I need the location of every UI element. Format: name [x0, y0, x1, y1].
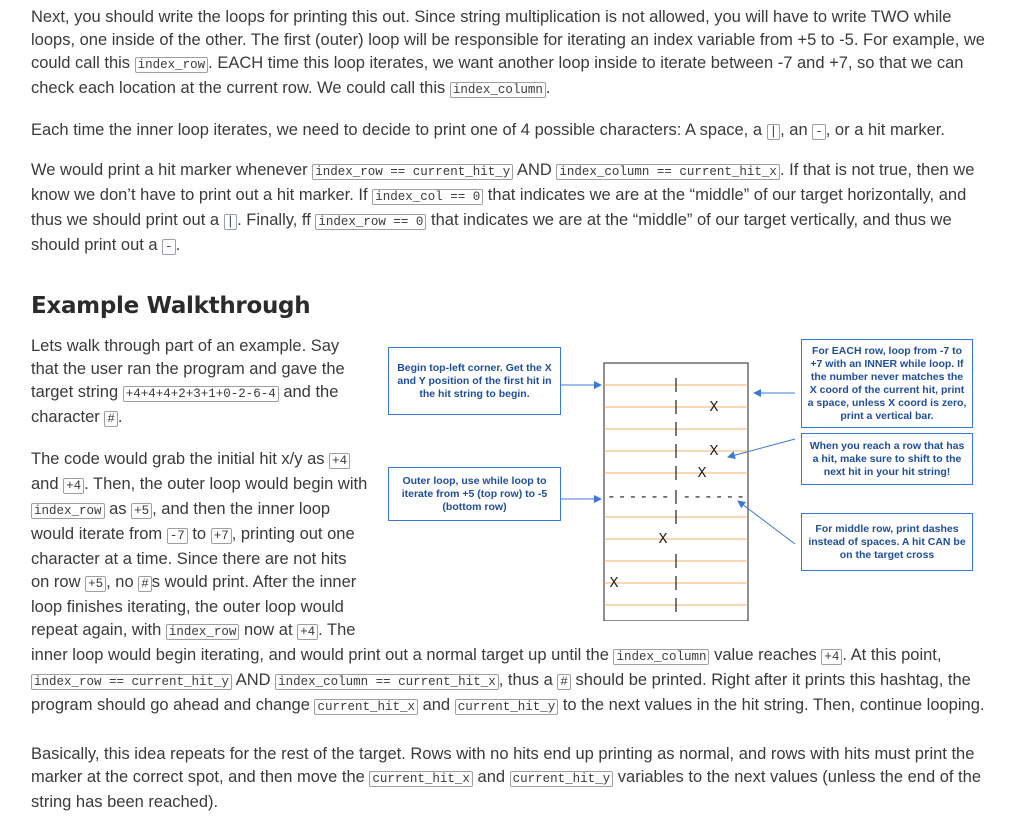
code-hash: # — [104, 411, 118, 427]
bar-mark: | — [671, 399, 681, 416]
hit-mark: X — [609, 575, 619, 592]
paragraph-loops: Next, you should write the loops for printing this out. Since string multiplication is not allowed, you will have to write TWO while loops, one inside of the other. The first (outer) loop will be responsible for iterating an index variable from +5 to -5. For example, we could call this index_row . EACH time this loop iterates, we want another loop inside to iterate between -7 and +7, so that we can check each location at the current row. We could call this index_column . — [31, 8, 985, 97]
code-index-column: index_column — [450, 82, 546, 98]
code-val: +4 — [63, 478, 84, 494]
bar-mark: | — [671, 509, 681, 526]
document — [31, 6, 993, 814]
code-row-zero: index_row == 0 — [315, 214, 426, 230]
hit-mark: X — [658, 531, 668, 548]
code-val: index_row — [31, 503, 105, 519]
code-val: # — [138, 576, 152, 592]
callout-outer: Outer loop, use while loop to iterate from +5 (top row) to -5 (bottom row) — [388, 467, 561, 521]
paragraph-summary: Basically, this idea repeats for the rest of the target. Rows with no hits end up printing as normal, and rows with hits must print the marker at the correct spot, and then move the current_hit_x and current_hit_y variables to the next values (unless the end of the string has been reached). — [31, 745, 981, 811]
code-row-eq: index_row == current_hit_y — [312, 164, 513, 180]
callout-middle: For middle row, print dashes instead of spaces. A hit CAN be on the target cross — [801, 513, 973, 571]
code-val: +7 — [211, 528, 232, 544]
callout-begin: Begin top-left corner. Get the X and Y position of the first hit in the hit string to begin. — [388, 347, 561, 415]
hit-mark: X — [709, 399, 719, 416]
bar-mark: | — [671, 575, 681, 592]
code-bar: | — [767, 124, 781, 140]
code-val: +5 — [131, 503, 152, 519]
code-dash-2: - — [162, 239, 176, 255]
code-dash: - — [812, 124, 826, 140]
hit-mark: X — [697, 465, 707, 482]
bar-mark: | — [671, 377, 681, 394]
code-target-string: +4+4+4+2+3+1+0-2-6-4 — [123, 386, 279, 402]
callout-each-row: For EACH row, loop from -7 to +7 with an INNER while loop. If the number never matches the X coord of the current hit, print a space, unless X coord is zero, print a vertical bar. — [801, 339, 973, 428]
paragraph-hit-marker: We would print a hit marker whenever index_row == current_hit_y AND index_column == current_hit_x . If that is not true, then we know we don’t have to print out a hit marker. If index_col == 0 that indicates we are at the “middle” of our target horizontally, and thus we should print out a | . Finally, ff index_row == 0 that indicates we are at the “middle” of our target vertically, and thus we should print out a - . — [31, 161, 975, 254]
code-val: index_column — [613, 649, 709, 665]
code-val: +4 — [821, 649, 842, 665]
callout-hit-row: When you reach a row that has a hit, make sure to shift to the next hit in your hit string! — [801, 433, 973, 485]
dash-row: ------|------ — [607, 490, 745, 506]
code-val: index_row == current_hit_y — [31, 674, 232, 690]
paragraph-characters: Each time the inner loop iterates, we need to decide to print one of 4 possible characters: A space, a | , an - , or a hit marker. — [31, 121, 945, 139]
bar-mark: | — [671, 465, 681, 482]
bar-mark: | — [671, 553, 681, 570]
code-current-hit-y: current_hit_y — [510, 771, 614, 787]
code-index-row: index_row — [135, 57, 209, 73]
section-heading: Example Walkthrough — [31, 293, 311, 319]
code-val: current_hit_y — [455, 699, 559, 715]
bar-mark: | — [671, 597, 681, 614]
paragraph-example-detail: The code would grab the initial hit x/y as +4 and +4 . Then, the outer loop would begin with index_row as +5 , and then the inner loop would iterate from -7 to +7 , printing out one character at a time. Since there are not hits on row +5 , no # s would print. After the inner loop finishes iterating, the outer loop would repeat again, with index_row now at +4 . The inner loop would begin iterating, and would print out a normal target up until the index_column value reaches +4 . At this point, index_row == current_hit_y AND index_column == current_hit_x , thus a # should be printed. Right after it prints this hashtag, the program should go ahead and change current_hit_x and current_hit_y to the next values in the hit string. Then, continue looping. — [31, 450, 985, 714]
target-diagram — [388, 339, 993, 621]
code-val: +4 — [329, 453, 350, 469]
walkthrough — [31, 335, 993, 719]
bar-mark: | — [671, 443, 681, 460]
code-val: # — [557, 674, 571, 690]
bar-mark: | — [671, 421, 681, 438]
hit-mark: X — [709, 443, 719, 460]
code-col-eq: index_column == current_hit_x — [556, 164, 780, 180]
code-bar-2: | — [224, 214, 238, 230]
code-val: +4 — [297, 624, 318, 640]
code-col-zero: index_col == 0 — [372, 189, 483, 205]
code-val: +5 — [85, 576, 106, 592]
code-val: index_row — [166, 624, 240, 640]
code-val: current_hit_x — [314, 699, 418, 715]
code-current-hit-x: current_hit_x — [369, 771, 473, 787]
code-val: -7 — [167, 528, 188, 544]
code-val: index_column == current_hit_x — [275, 674, 499, 690]
paragraph-example-intro: Lets walk through part of an example. Say that the user ran the program and gave the target string +4+4+4+2+3+1+0-2-6-4 and the character # . — [31, 337, 345, 426]
